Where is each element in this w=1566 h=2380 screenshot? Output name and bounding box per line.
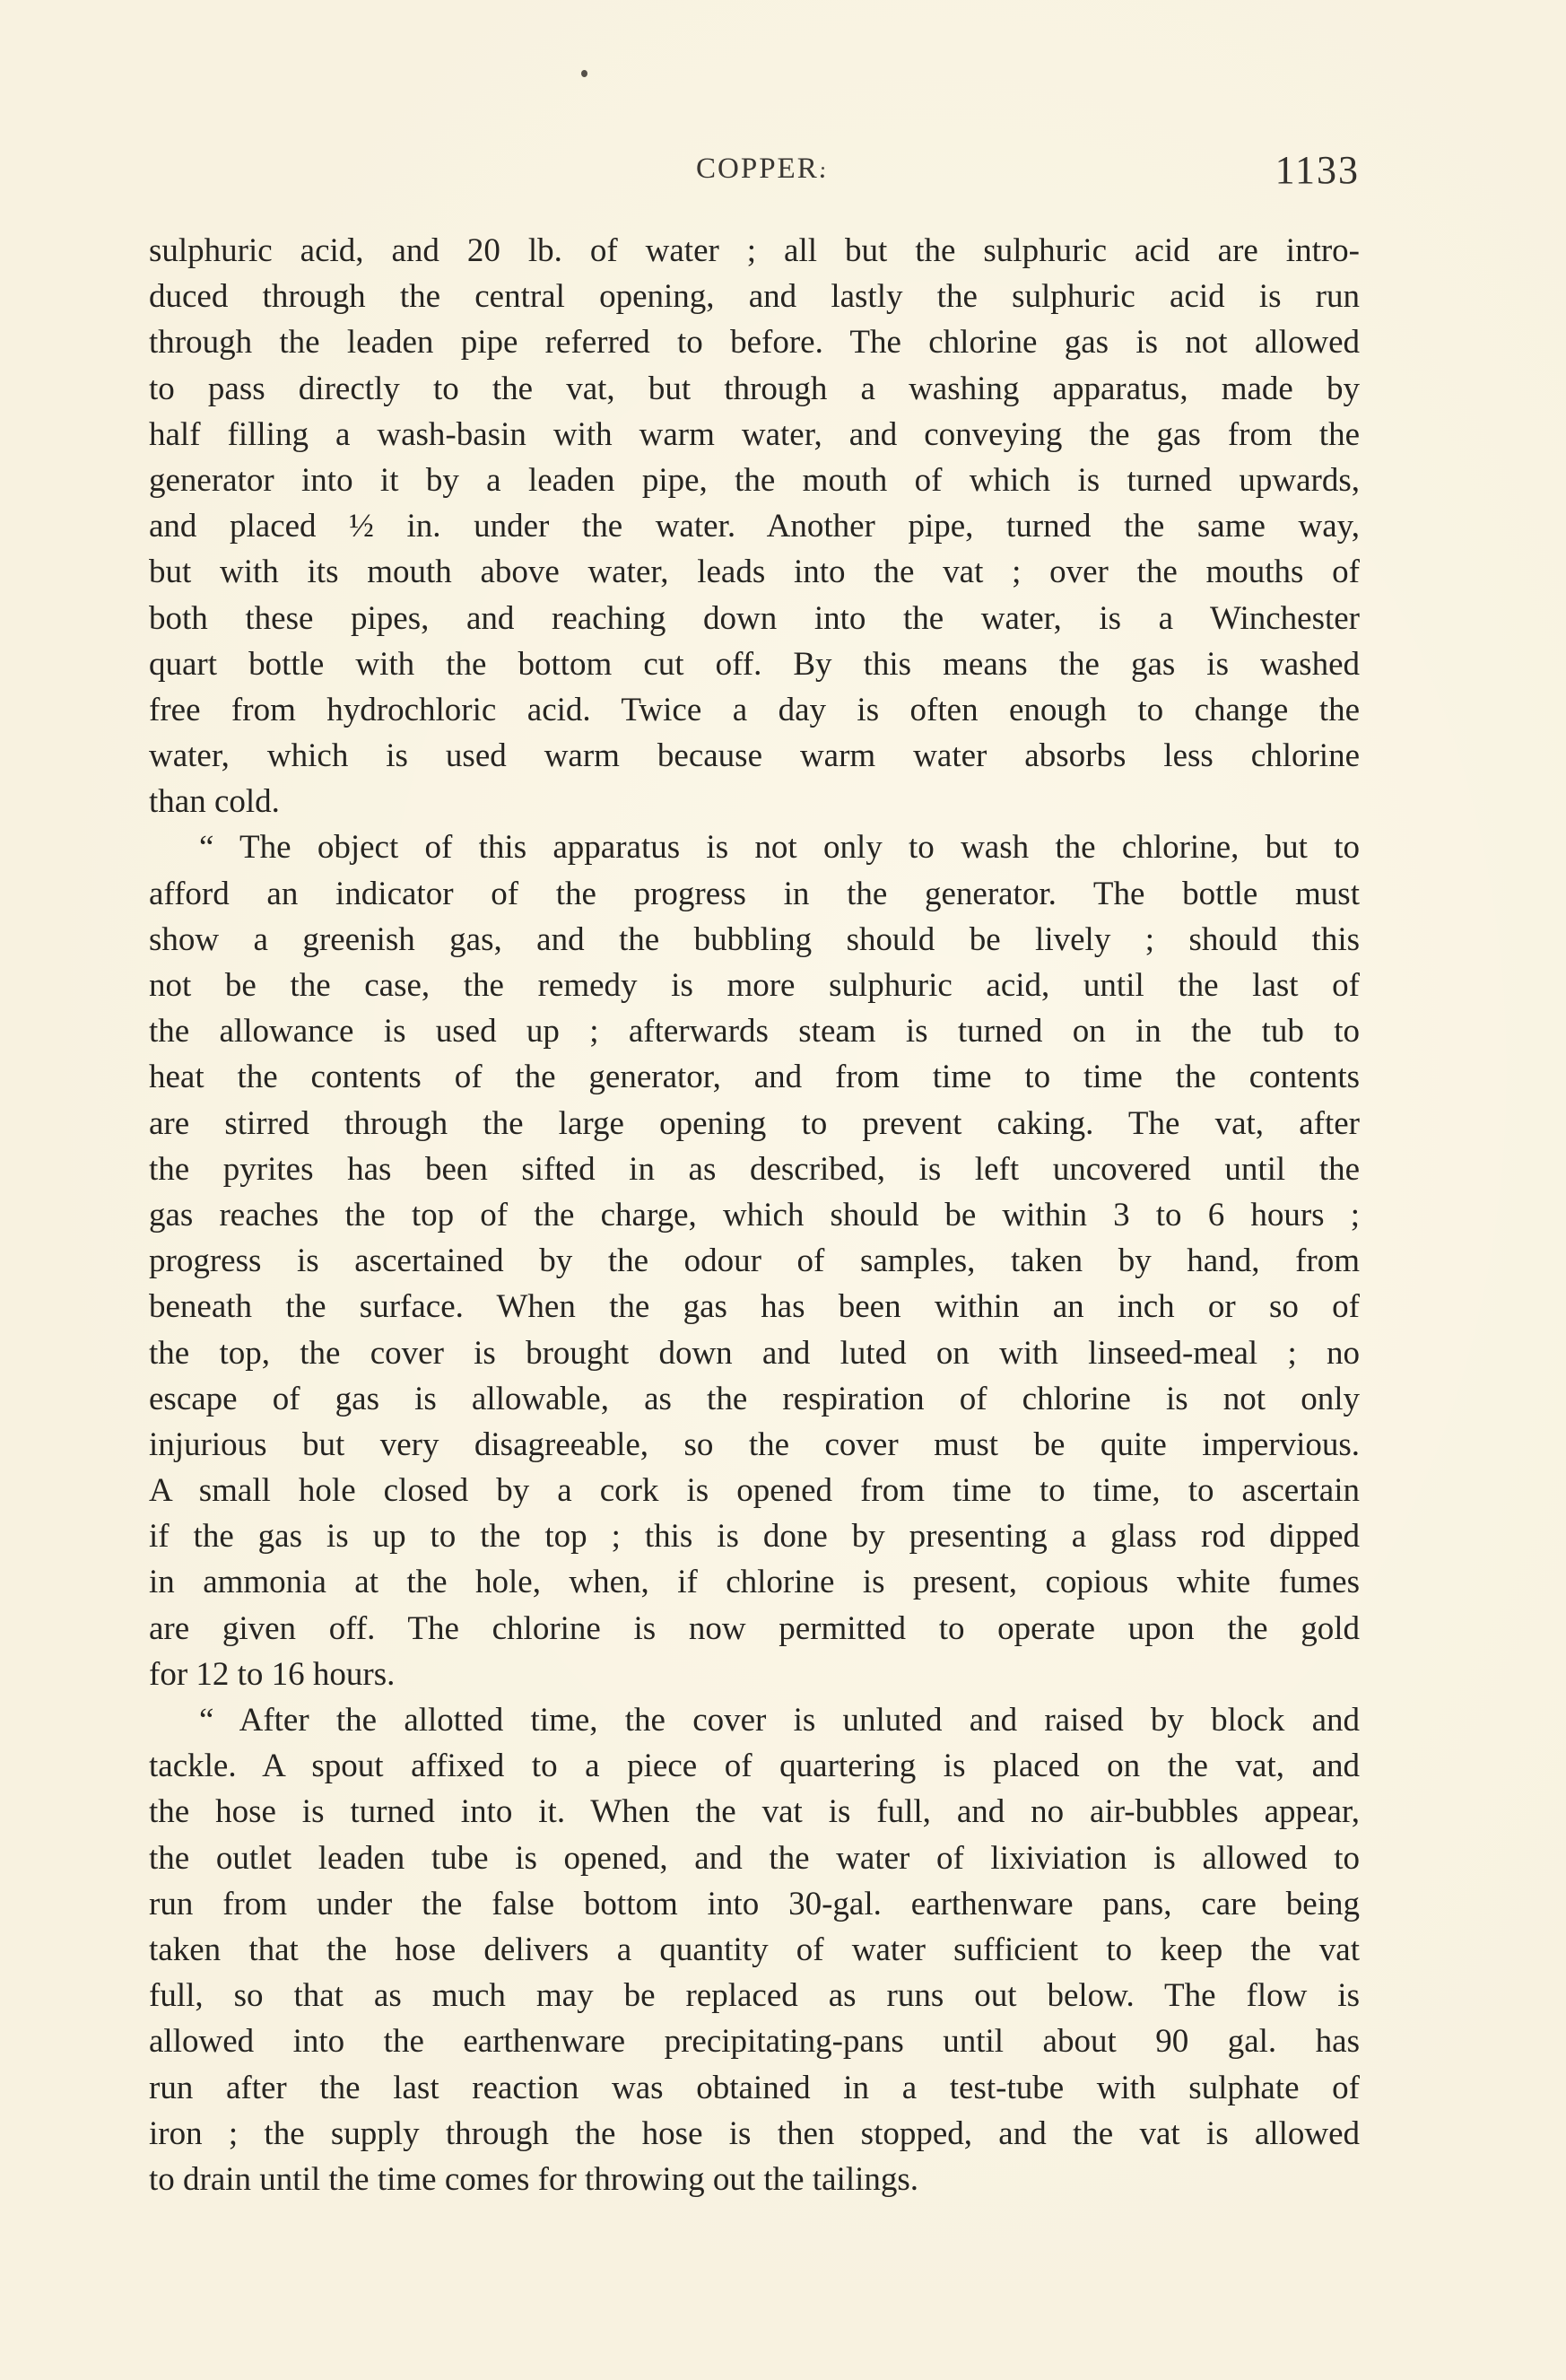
text-line: not be the case, the remedy is more sulphuric acid, until the last of	[149, 967, 1360, 1004]
text-line: the allowance is used up ; afterwards steam is turned on in the tub to	[149, 1013, 1360, 1051]
text-line: the outlet leaden tube is opened, and the water of lixiviation is allowed to	[149, 1839, 1360, 1877]
paragraph-start-line: “ After the allotted time, the cover is unluted and raised by block and	[199, 1702, 1360, 1739]
text-line: the pyrites has been sifted in as described, is left uncovered until the	[149, 1150, 1360, 1188]
text-line: full, so that as much may be replaced as runs out below. The flow is	[149, 1977, 1360, 2015]
text-line: both these pipes, and reaching down into the water, is a Winchester	[149, 599, 1360, 637]
ink-speck	[581, 70, 587, 77]
text-line: generator into it by a leaden pipe, the mouth of which is turned upwards,	[149, 461, 1360, 499]
running-head	[149, 148, 1360, 206]
text-line: if the gas is up to the top ; this is done by presenting a glass rod dipped	[149, 1518, 1360, 1556]
text-line: in ammonia at the hole, when, if chlorine is present, copious white fumes	[149, 1564, 1360, 1601]
text-line: run after the last reaction was obtained in a test-tube with sulphate of	[149, 2069, 1360, 2106]
paragraph-end-line: to drain until the time comes for throwing out the tailings.	[149, 2160, 919, 2198]
page-number: 1133	[1275, 148, 1360, 192]
text-line: and placed ½ in. under the water. Another pipe, turned the same way,	[149, 508, 1360, 545]
text-line: to pass directly to the vat, but through a washing apparatus, made by	[149, 370, 1360, 407]
text-line: water, which is used warm because warm water absorbs less chlorine	[149, 737, 1360, 775]
paragraph-end-line: than cold.	[149, 783, 280, 821]
text-line: are given off. The chlorine is now permitted to operate upon the gold	[149, 1609, 1360, 1647]
body-text	[149, 228, 1360, 2202]
text-line: progress is ascertained by the odour of samples, taken by hand, from	[149, 1242, 1360, 1280]
text-line: but with its mouth above water, leads into the vat ; over the mouths of	[149, 554, 1360, 591]
text-line: the top, the cover is brought down and luted on with linseed-meal ; no	[149, 1334, 1360, 1372]
text-line: are stirred through the large opening to prevent caking. The vat, after	[149, 1104, 1360, 1142]
text-line: beneath the surface. When the gas has been within an inch or so of	[149, 1288, 1360, 1326]
text-line: duced through the central opening, and lastly the sulphuric acid is run	[149, 278, 1360, 316]
paragraph-start-line: “ The object of this apparatus is not only to wash the chlorine, but to	[199, 829, 1360, 867]
running-title: COPPER.	[696, 153, 828, 185]
text-line: run from under the false bottom into 30-gal. earthenware pans, care being	[149, 1885, 1360, 1922]
text-line: through the leaden pipe referred to before. The chlorine gas is not allowed	[149, 324, 1360, 362]
text-line: the hose is turned into it. When the vat is full, and no air-bubbles appear,	[149, 1793, 1360, 1831]
text-line: show a greenish gas, and the bubbling should be lively ; should this	[149, 920, 1360, 958]
text-line: injurious but very disagreeable, so the cover must be quite impervious.	[149, 1425, 1360, 1463]
text-line: taken that the hose delivers a quantity of water sufficient to keep the vat	[149, 1931, 1360, 1968]
text-line: free from hydrochloric acid. Twice a day is often enough to change the	[149, 691, 1360, 728]
text-line: quart bottle with the bottom cut off. By this means the gas is washed	[149, 645, 1360, 683]
text-line: heat the contents of the generator, and from time to time the contents	[149, 1059, 1360, 1096]
text-line: escape of gas is allowable, as the respiration of chlorine is not only	[149, 1380, 1360, 1417]
text-line: half filling a wash-basin with warm water, and conveying the gas from the	[149, 415, 1360, 453]
text-line: A small hole closed by a cork is opened from time to time, to ascertain	[149, 1472, 1360, 1510]
text-line: gas reaches the top of the charge, which should be within 3 to 6 hours ;	[149, 1196, 1360, 1234]
text-line: iron ; the supply through the hose is then stopped, and the vat is allowed	[149, 2114, 1360, 2152]
text-line: sulphuric acid, and 20 lb. of water ; all but the sulphuric acid are intro-	[149, 232, 1360, 269]
paragraph-end-line: for 12 to 16 hours.	[149, 1655, 396, 1693]
text-line: tackle. A spout affixed to a piece of quartering is placed on the vat, and	[149, 1748, 1360, 1785]
text-line: allowed into the earthenware precipitating-pans until about 90 gal. has	[149, 2023, 1360, 2061]
text-line: afford an indicator of the progress in the generator. The bottle must	[149, 875, 1360, 912]
